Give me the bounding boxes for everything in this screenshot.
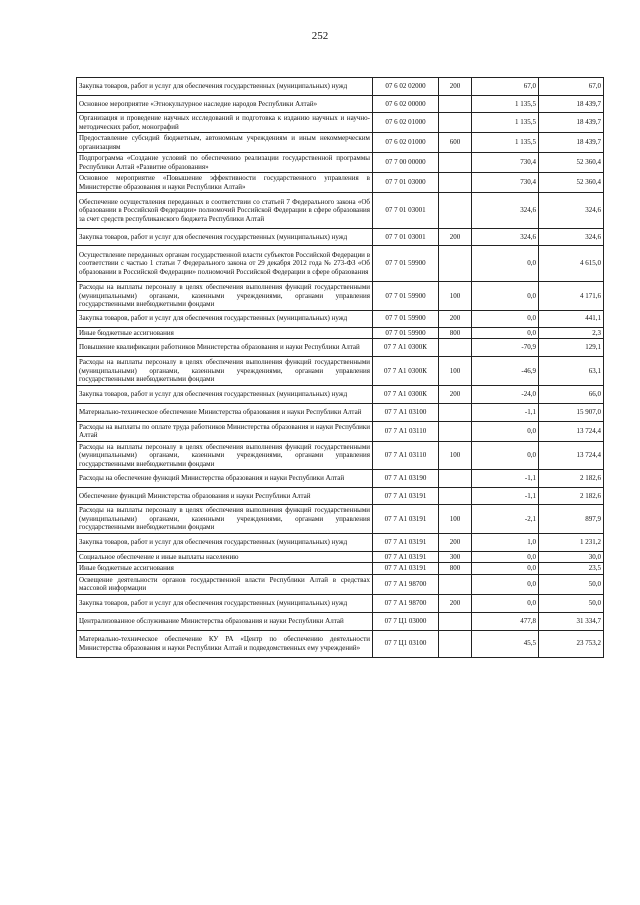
row-amount-change: -46,9: [472, 357, 539, 386]
row-expense-type: 200: [439, 594, 472, 612]
row-target-code: 07 7 А1 03191: [373, 533, 439, 551]
row-amount-change: 324,6: [472, 193, 539, 229]
row-amount-total: 50,0: [539, 594, 604, 612]
row-amount-change: 0,0: [472, 310, 539, 327]
row-expense-type: 300: [439, 551, 472, 563]
row-target-code: 07 7 01 03001: [373, 229, 439, 246]
table-row: [77, 612, 604, 630]
row-expense-type: 200: [439, 533, 472, 551]
table-row: [77, 533, 604, 551]
row-expense-type: [439, 113, 472, 133]
row-amount-change: -70,9: [472, 339, 539, 357]
row-description: Закупка товаров, работ и услуг для обеспечения государственных (муниципальных) нужд: [77, 533, 373, 551]
page-number: 252: [311, 30, 329, 42]
row-description: Социальное обеспечение и иные выплаты населению: [77, 551, 373, 563]
row-target-code: 07 7 А1 03191: [373, 551, 439, 563]
row-amount-change: 1 135,5: [472, 133, 539, 153]
row-amount-total: 2 182,6: [539, 488, 604, 505]
row-amount-change: 67,0: [472, 78, 539, 96]
row-amount-change: 0,0: [472, 441, 539, 470]
row-expense-type: [439, 173, 472, 193]
row-description: Расходы на выплаты по оплате труда работников Министерства образования и науки Республики Алтай: [77, 421, 373, 441]
row-description: Основное мероприятие «Этнокультурное наследие народов Республики Алтай»: [77, 96, 373, 113]
row-amount-total: 441,1: [539, 310, 604, 327]
row-target-code: 07 7 01 03000: [373, 173, 439, 193]
row-target-code: 07 7 А1 03110: [373, 441, 439, 470]
row-expense-type: 200: [439, 229, 472, 246]
row-amount-total: 324,6: [539, 229, 604, 246]
row-expense-type: 100: [439, 357, 472, 386]
row-expense-type: 800: [439, 327, 472, 339]
row-expense-type: 100: [439, 505, 472, 534]
row-amount-change: 0,0: [472, 551, 539, 563]
row-target-code: 07 7 01 59900: [373, 282, 439, 311]
row-description: Иные бюджетные ассигнования: [77, 563, 373, 575]
row-target-code: 07 7 А1 98700: [373, 594, 439, 612]
row-description: Расходы на выплаты персоналу в целях обеспечения выполнения функций государственными (муниципальными) органами, казенными учреждениями, органами управления государственными внебюджетными фондами: [77, 505, 373, 534]
row-target-code: 07 6 02 01000: [373, 113, 439, 133]
row-description: Централизованное обслуживание Министерства образования и науки Республики Алтай: [77, 612, 373, 630]
table-row: [77, 133, 604, 153]
row-amount-change: 477,8: [472, 612, 539, 630]
row-expense-type: [439, 246, 472, 282]
row-target-code: 07 7 А1 0300К: [373, 385, 439, 403]
row-description: Иные бюджетные ассигнования: [77, 327, 373, 339]
row-description: Закупка товаров, работ и услуг для обеспечения государственных (муниципальных) нужд: [77, 78, 373, 96]
row-target-code: 07 7 А1 03100: [373, 403, 439, 421]
row-description: Материально-техническое обеспечение КУ РА «Центр по обеспечению деятельности Министерства образования и науки Республики Алтай и подведомственных ему учреждений»: [77, 630, 373, 657]
table-row: [77, 96, 604, 113]
row-amount-change: 1 135,5: [472, 96, 539, 113]
row-target-code: 07 7 А1 03191: [373, 488, 439, 505]
row-expense-type: [439, 339, 472, 357]
row-amount-total: 13 724,4: [539, 441, 604, 470]
row-amount-change: 0,0: [472, 594, 539, 612]
table-row: [77, 173, 604, 193]
row-target-code: 07 7 А1 03190: [373, 470, 439, 488]
row-description: Обеспечение осуществления переданных в соответствии со статьей 7 Федерального закона «Об образовании в Российской Федерации» полномочий Российской Федерации в сфере образования за счет средств республиканского бюджета Республики Алтай: [77, 193, 373, 229]
row-target-code: 07 7 Ц1 03100: [373, 630, 439, 657]
row-amount-total: 50,0: [539, 574, 604, 594]
row-description: Основное мероприятие «Повышение эффективности государственного управления в Министерстве образования и науки Республики Алтай»: [77, 173, 373, 193]
row-description: Расходы на выплаты персоналу в целях обеспечения выполнения функций государственными (муниципальными) органами, казенными учреждениями, органами управления государственными внебюджетными фондами: [77, 357, 373, 386]
row-amount-total: 52 360,4: [539, 153, 604, 173]
row-expense-type: [439, 403, 472, 421]
table-row: [77, 421, 604, 441]
row-amount-change: 324,6: [472, 229, 539, 246]
row-target-code: 07 7 01 59900: [373, 310, 439, 327]
row-amount-change: 730,4: [472, 173, 539, 193]
row-expense-type: [439, 96, 472, 113]
budget-table: [76, 77, 604, 658]
row-amount-total: 67,0: [539, 78, 604, 96]
row-expense-type: [439, 470, 472, 488]
row-description: Осуществление переданных органам государственной власти субъектов Российской Федерации в соответствии с частью 1 статьи 7 Федерального закона от 29 декабря 2012 года № 273-ФЗ «Об образовании в Российской Федерации» полномочий Российской Федерации в сфере образования: [77, 246, 373, 282]
row-amount-change: 730,4: [472, 153, 539, 173]
row-description: Закупка товаров, работ и услуг для обеспечения государственных (муниципальных) нужд: [77, 229, 373, 246]
row-expense-type: [439, 153, 472, 173]
row-target-code: 07 7 00 00000: [373, 153, 439, 173]
table-row: [77, 357, 604, 386]
table-row: [77, 385, 604, 403]
row-amount-total: 52 360,4: [539, 173, 604, 193]
row-amount-total: 15 907,0: [539, 403, 604, 421]
row-amount-total: 66,0: [539, 385, 604, 403]
table-row: [77, 153, 604, 173]
row-target-code: 07 7 01 59900: [373, 246, 439, 282]
row-expense-type: 100: [439, 441, 472, 470]
table-row: [77, 563, 604, 575]
row-expense-type: 600: [439, 133, 472, 153]
table-row: [77, 310, 604, 327]
row-amount-total: 31 334,7: [539, 612, 604, 630]
row-target-code: 07 7 А1 0300К: [373, 339, 439, 357]
row-target-code: 07 7 01 03001: [373, 193, 439, 229]
table-row: [77, 505, 604, 534]
row-expense-type: [439, 193, 472, 229]
row-amount-total: 4 615,0: [539, 246, 604, 282]
row-expense-type: [439, 612, 472, 630]
row-expense-type: 200: [439, 385, 472, 403]
row-description: Повышение квалификации работников Министерства образования и науки Республики Алтай: [77, 339, 373, 357]
row-target-code: 07 6 02 01000: [373, 133, 439, 153]
table-row: [77, 574, 604, 594]
table-row: [77, 551, 604, 563]
row-description: Обеспечение функций Министерства образования и науки Республики Алтай: [77, 488, 373, 505]
row-expense-type: 800: [439, 563, 472, 575]
row-amount-total: 13 724,4: [539, 421, 604, 441]
table-row: [77, 488, 604, 505]
row-description: Закупка товаров, работ и услуг для обеспечения государственных (муниципальных) нужд: [77, 385, 373, 403]
row-amount-change: 0,0: [472, 246, 539, 282]
row-expense-type: 200: [439, 78, 472, 96]
table-row: [77, 282, 604, 311]
row-amount-total: 897,9: [539, 505, 604, 534]
row-expense-type: [439, 421, 472, 441]
table-row: [77, 339, 604, 357]
row-amount-total: 2,3: [539, 327, 604, 339]
row-expense-type: [439, 488, 472, 505]
row-description: Расходы на выплаты персоналу в целях обеспечения выполнения функций государственными (муниципальными) органами, казенными учреждениями, органами управления государственными внебюджетными фондами: [77, 282, 373, 311]
row-target-code: 07 7 А1 03191: [373, 505, 439, 534]
row-amount-total: 30,0: [539, 551, 604, 563]
row-description: Подпрограмма «Создание условий по обеспечению реализации государственной программы Республики Алтай «Развитие образования»: [77, 153, 373, 173]
row-expense-type: [439, 574, 472, 594]
row-target-code: 07 7 А1 98700: [373, 574, 439, 594]
row-amount-change: -24,0: [472, 385, 539, 403]
row-amount-total: 129,1: [539, 339, 604, 357]
row-amount-change: 1,0: [472, 533, 539, 551]
row-amount-total: 324,6: [539, 193, 604, 229]
row-description: Закупка товаров, работ и услуг для обеспечения государственных (муниципальных) нужд: [77, 594, 373, 612]
row-amount-total: 1 231,2: [539, 533, 604, 551]
row-expense-type: 100: [439, 282, 472, 311]
row-target-code: 07 6 02 02000: [373, 78, 439, 96]
table-row: [77, 78, 604, 96]
row-amount-change: 0,0: [472, 574, 539, 594]
row-amount-change: 1 135,5: [472, 113, 539, 133]
row-expense-type: 200: [439, 310, 472, 327]
row-description: Организация и проведение научных исследований и подготовка к изданию научных и научно-методических работ, монографий: [77, 113, 373, 133]
row-amount-change: -1,1: [472, 488, 539, 505]
row-amount-change: 0,0: [472, 563, 539, 575]
row-description: Расходы на обеспечение функций Министерства образования и науки Республики Алтай: [77, 470, 373, 488]
table-row: [77, 470, 604, 488]
row-amount-total: 23,5: [539, 563, 604, 575]
table-row: [77, 229, 604, 246]
row-amount-change: 0,0: [472, 327, 539, 339]
row-target-code: 07 7 01 59900: [373, 327, 439, 339]
row-description: Материально-техническое обеспечение Министерства образования и науки Республики Алтай: [77, 403, 373, 421]
row-amount-change: 45,5: [472, 630, 539, 657]
row-description: Расходы на выплаты персоналу в целях обеспечения выполнения функций государственными (муниципальными) органами, казенными учреждениями, органами управления государственными внебюджетными фондами: [77, 441, 373, 470]
row-description: Закупка товаров, работ и услуг для обеспечения государственных (муниципальных) нужд: [77, 310, 373, 327]
row-amount-change: 0,0: [472, 421, 539, 441]
row-amount-change: 0,0: [472, 282, 539, 311]
row-description: Освещение деятельности органов государственной власти Республики Алтай в средствах массовой информации: [77, 574, 373, 594]
row-amount-total: 18 439,7: [539, 113, 604, 133]
row-target-code: 07 7 А1 0300К: [373, 357, 439, 386]
table-row: [77, 193, 604, 229]
row-amount-total: 4 171,6: [539, 282, 604, 311]
row-amount-total: 63,1: [539, 357, 604, 386]
row-amount-change: -2,1: [472, 505, 539, 534]
row-amount-total: 23 753,2: [539, 630, 604, 657]
row-amount-change: -1,1: [472, 470, 539, 488]
row-target-code: 07 7 А1 03191: [373, 563, 439, 575]
table-row: [77, 441, 604, 470]
row-amount-total: 18 439,7: [539, 133, 604, 153]
row-target-code: 07 7 Ц1 03000: [373, 612, 439, 630]
row-amount-change: -1,1: [472, 403, 539, 421]
table-row: [77, 403, 604, 421]
table-row: [77, 630, 604, 657]
table-row: [77, 594, 604, 612]
table-row: [77, 327, 604, 339]
row-description: Предоставление субсидий бюджетным, автономным учреждениям и иным некоммерческим организациям: [77, 133, 373, 153]
table-row: [77, 113, 604, 133]
row-expense-type: [439, 630, 472, 657]
row-amount-total: 2 182,6: [539, 470, 604, 488]
row-target-code: 07 6 02 00000: [373, 96, 439, 113]
row-amount-total: 18 439,7: [539, 96, 604, 113]
row-target-code: 07 7 А1 03110: [373, 421, 439, 441]
table-row: [77, 246, 604, 282]
